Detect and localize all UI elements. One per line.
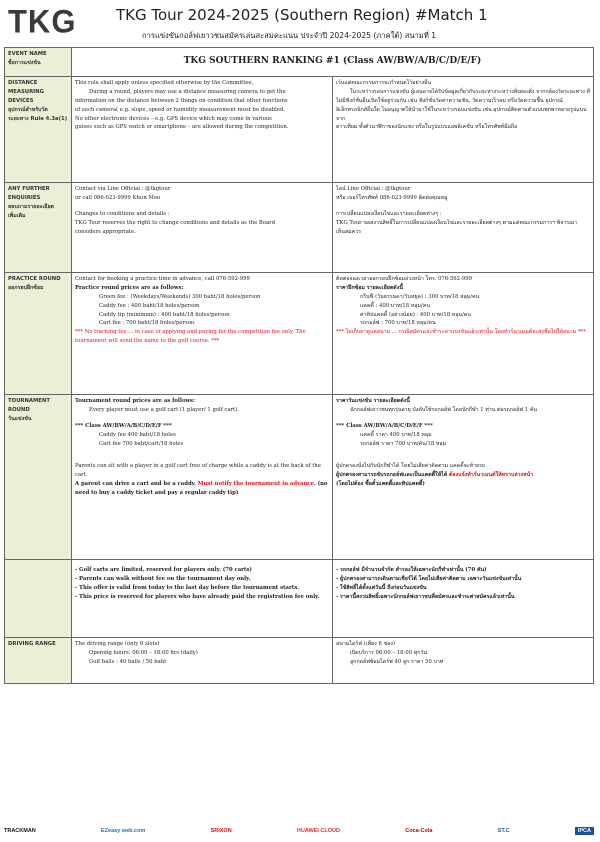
event-label: EVENT NAME ชื่อการแข่งขัน [5,48,72,77]
sponsor-cocacola-logo: Coca-Cola [405,828,433,834]
sponsor-bar [4,822,594,840]
page-subtitle: การแข่งขันกอล์ฟเยาวชนสมัครเล่นสะสมคะแนน ประจำปี 2024-2025 (ภาคใต้) สนามที่ 1 [142,31,437,40]
practice-label: PRACTICE ROUND ออกรอบฝึกซ้อม [5,273,72,395]
tournament-th: ราคาวันแข่งขัน รายละเอียดดังนี้ นักกอล์ฟเยาวชนทุกรุ่นอายุ บังคับใช้รถกอล์ฟ โดยนักกีฬา 1 ท่าน ต่อรถกอล์ฟ 1 คัน *** Class AW/BW/A/B/C/D/E/F *** แคดดี้ ราคา 400 บาท/18 หลุม รถกอล์ฟ ราคา 700 บาท/คัน/18 หลุม ผู้ปกครองนั่งไปกับนักกีฬาได้ โดยไม่เสียค่าติดตาม แคดดี้จะท้ายรถ ผู้ปกครองสามารถขับรถกอล์ฟและเป็นแคดดี้ให้ได้ ต้องแจ้งทัวร์นาเมนต์ให้ทราบล่วงหน้า (โดยไม่ต้อง ซื้อตั๋วแคดดี้และทิปแคดดี้) [333,395,594,560]
tournament-label: TOURNAMENT ROUND วันแข่งขัน [5,395,72,560]
page-header [8,4,592,44]
sponsor-srixon-logo: SRIXON [210,828,232,834]
enquiries-en: Contact via Line Official : @tkgtour or call 086-023-9999 Khun Moo Changes to conditions and details : TKG Tour reserves the right to change conditions and details as the Board considers appropriate. [72,183,333,273]
enquiries-th: ไลน์ Line Official : @tkgtour หรือ เบอร์โทรศัพท์ 086-023-9999 ติดต่อคุณหมู การเปลี่ยนแปลงเงื่อนไขและรายละเอียดต่างๆ : TKG Tour ขอสงวนสิทธิ์ในการเปลี่ยนแปลงเงื่อนไขและรายละเอียดต่างๆ ตามแต่คณะกรรมการฯ พิจารณา เห็นสมควร [333,183,594,273]
sponsor-stc-logo: ST.C [497,828,510,834]
distance-en: This rule shall apply unless specified otherwise by the Committee, During a round, players may use a distance measuring camera to get the information on the distance between 2 things on condition that other functions of such camera( e.g. slope, speed or humidity measurement must be disabled. No other electronic devices – e.g. GPS device which may come in various guises such as GPS watch or smartphone – are allowed during the competition. [72,77,333,183]
sponsor-huawei-logo: HUAWEI CLOUD [296,828,340,834]
distance-th: เว้นแต่คณะกรรมการจะกำหนดไว้อย่างอื่น ในระหว่างรอบการแข่งขัน ผู้เล่นอาจได้รับข้อมูลเกี่ยวกับระยะห่างระหว่างสิ่งสองสิ่ง จากกล้องวัดระยะทาง ที่ ไม่มีฟังก์ชั่นอื่นเปิดใช้อยู่ร่วมกัน เช่น ฟังก์ชั่นวัดค่าความชัน, วัดความเร็วลม หรือวัดความชื้น อุปกรณ์ อิเล็กทรอนิกส์อื่นใด ไม่อนุญาตให้นำมาใช้ในระหว่างรอบแข่งขัน เช่น อุปกรณ์ติดตามตัวแบบพกพาหลายรูปแบบจาก ดาวเทียม ทั้งตัวนาฬิกาของนักแข่ง หรือในรูปแบบแอพลิเคชั่น หรือโทรศัพท์มือถือ [333,77,594,183]
notes-label [5,560,72,638]
sponsor-ezeasy-logo: EZeasy web.com [101,828,146,834]
sponsor-trackman-logo: TRACKMAN [4,828,36,834]
tournament-en: Tournament round prices are as follows: Every player must use a golf cart (1 player/ 1 golf cart). *** Class AW/BW/A/B/C/D/E/F *** Caddy fee 400 baht/18 holes Cart fee 700 baht/cart/18 holes Parents can sit with a player in a golf cart free of charge while a caddy is at the back of the cart. A parent can drive a cart and be a caddy. Must notify the tournament in advance. (no need to buy a caddy ticket and pay a regular caddy tip) [72,395,333,560]
ranking-title: TKG SOUTHERN RANKING #1 (Class AW/BW/A/B/C/D/E/F) [72,48,594,77]
practice-th: ติดต่อจองเวลาออกรอบฝึกซ้อมล่วงหน้า โทร. 076-592-999 ราคาฝึกซ้อม รายละเอียดดังนี้ กรีนฟี (วันธรรมดา/วันหยุด) : 300 บาท/18 หลุม/คน แคดดี้ : 400 บาท/18 หลุม/คน ค่าทิปแคดดี้ (อย่างน้อย) : 400 บาท/18 หลุม/คน รถกอล์ฟ : 700 บาท/18 หลุม/คน *** ไม่เก็บค่าดูแลสนาม ... กรณีสมัครและชำระค่าแข่งขันแล้วเท่านั้น โดยทัวร์นาเมนต์จะส่งชื่อไปให้สนาม *** [333,273,594,395]
practice-en: Contact for booking a practice time in advance, call 076-592-999 Practice round prices are as follows: Green fee : (Weekdays/Weekends) 300 baht/18 holes/person Caddy fee : 400 baht/18 holes/person Caddy tip (minimum) : 400 baht/18 holes/person Cart fee : 700 baht/18 holes/person *** No tracking fee ... in case of applying and paying for the competition fee only. The tournament will send the name to the golf course. *** [72,273,333,395]
enquiries-label: ANY FURTHER ENQUIRIES สอบถามรายละเอียด เพิ่มเติม [5,183,72,273]
range-th: สนามไดร์ฟ (เพียง 6 ช่อง) เปิดบริการ 06:00 – 18:00 ทุกวัน ลูกกอล์ฟซ้อมไดร์ฟ 40 ลูก ราคา 50 บาท [333,638,594,684]
notes-en: - Golf carts are limited, reserved for players only. (70 carts) - Parents can walk without fee on the tournament day only. - This offer is valid from today to the last day before the tournament starts. - This price is reserved for players who have already paid the registration fee only. [72,560,333,638]
range-en: The driving range (only 6 slots) Opening hours: 06:00 – 18:00 hrs (daily) Golf balls : 40 balls / 50 baht [72,638,333,684]
sponsor-ipca-logo: IPCA [575,827,594,835]
page-title: TKG Tour 2024-2025 (Southern Region) #Match 1 [116,6,488,24]
info-table [4,47,594,684]
tkg-logo: TKG [8,3,77,40]
range-label: DRIVING RANGE [5,638,72,684]
distance-label: DISTANCE MEASURING DEVICES อุปกรณ์สำหรับวัด ระยะทาง Rule 4.3a(1) [5,77,72,183]
notes-th: - รถกอล์ฟ มีจำนวนจำกัด สำรองให้เฉพาะนักกีฬาเท่านั้น (70 คัน) - ผู้ปกครองสามารถเดินตามเชียร์ได้ โดยไม่เสียค่าติดตาม เฉพาะวันแข่งขันเท่านั้น - ใช้สิทธิ์ได้ตั้งแต่วันนี้ ถึงก่อนวันแข่งขัน - ราคานี้สงวนสิทธิ์เฉพาะนักกอล์ฟเยาวชนที่สมัครและชำระค่าสมัครแล้วเท่านั้น [333,560,594,638]
